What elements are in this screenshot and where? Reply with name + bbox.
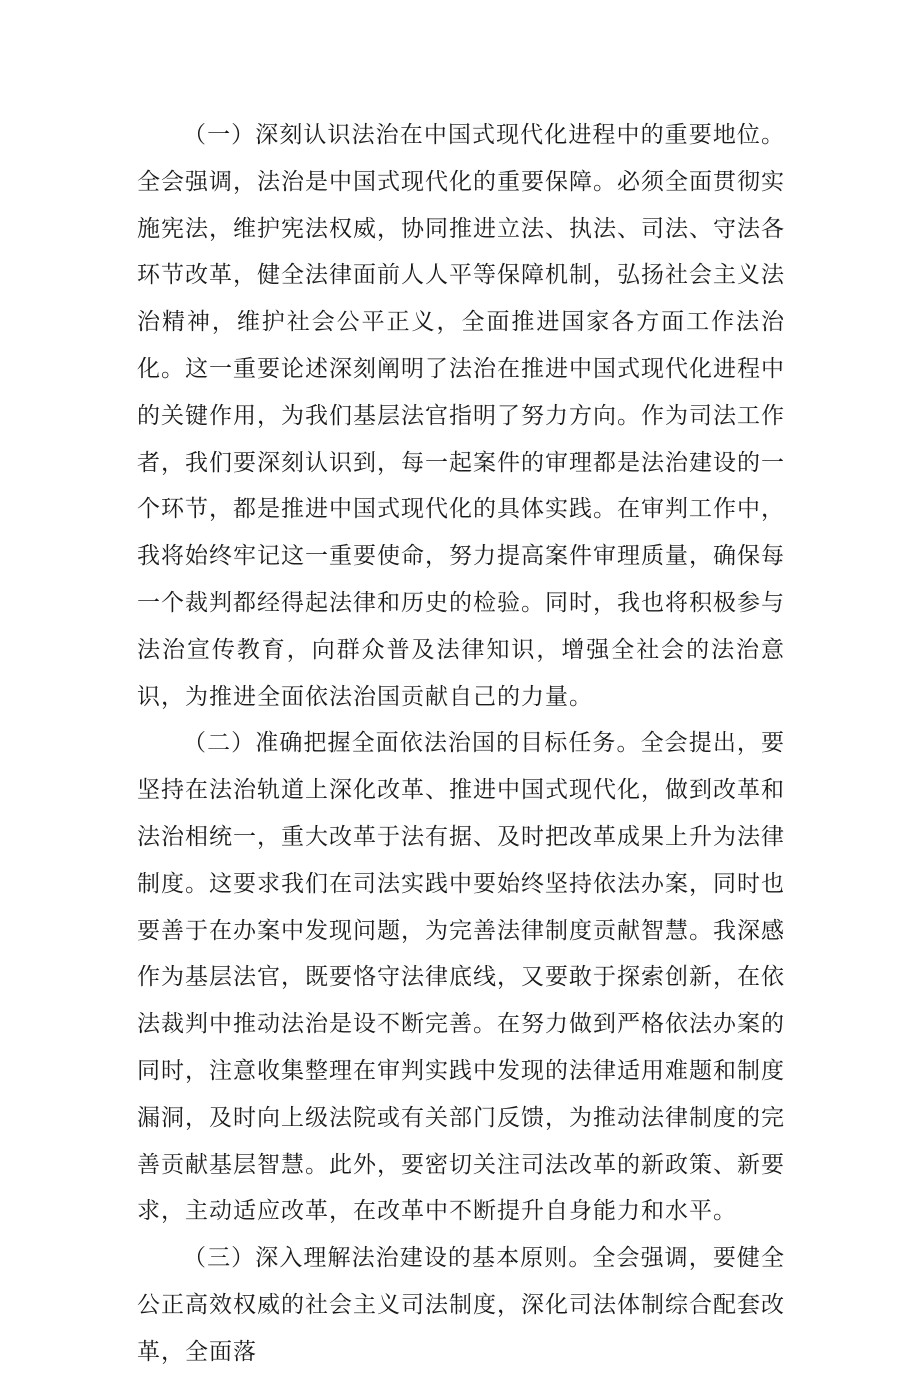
document-body xyxy=(137,112,785,1376)
paragraph-understand-status: （一）深刻认识法治在中国式现代化进程中的重要地位。全会强调，法治是中国式现代化的重要保障。必须全面贯彻实施宪法，维护宪法权威，协同推进立法、执法、司法、守法各环节改革，健全法律面前人人平等保障机制，弘扬社会主义法治精神，维护社会公平正义，全面推进国家各方面工作法治化。这一重要论述深刻阐明了法治在推进中国式现代化进程中的关键作用，为我们基层法官指明了努力方向。作为司法工作者，我们要深刻认识到，每一起案件的审理都是法治建设的一个环节，都是推进中国式现代化的具体实践。在审判工作中，我将始终牢记这一重要使命，努力提高案件审理质量，确保每一个裁判都经得起法律和历史的检验。同时，我也将积极参与法治宣传教育，向群众普及法律知识，增强全社会的法治意识，为推进全面依法治国贡献自己的力量。 xyxy=(137,122,785,710)
paragraph-grasp-goals: （二）准确把握全面依法治国的目标任务。全会提出，要坚持在法治轨道上深化改革、推进中国式现代化，做到改革和法治相统一，重大改革于法有据、及时把改革成果上升为法律制度。这要求我们在司法实践中要始终坚持依法办案，同时也要善于在办案中发现问题，为完善法律制度贡献智慧。我深感作为基层法官，既要恪守法律底线，又要敢于探索创新，在依法裁判中推动法治是设不断完善。在努力做到严格依法办案的同时，注意收集整理在审判实践中发现的法律适用难题和制度漏洞，及时向上级法院或有关部门反馈，为推动法律制度的完善贡献基层智慧。此外，要密切关注司法改革的新政策、新要求，主动适应改革，在改革中不断提升自身能力和水平。 xyxy=(137,730,785,1225)
paragraph-basic-principles: （三）深入理解法治建设的基本原则。全会强调，要健全公正高效权威的社会主义司法制度，深化司法体制综合配套改革，全面落 xyxy=(137,1245,785,1365)
